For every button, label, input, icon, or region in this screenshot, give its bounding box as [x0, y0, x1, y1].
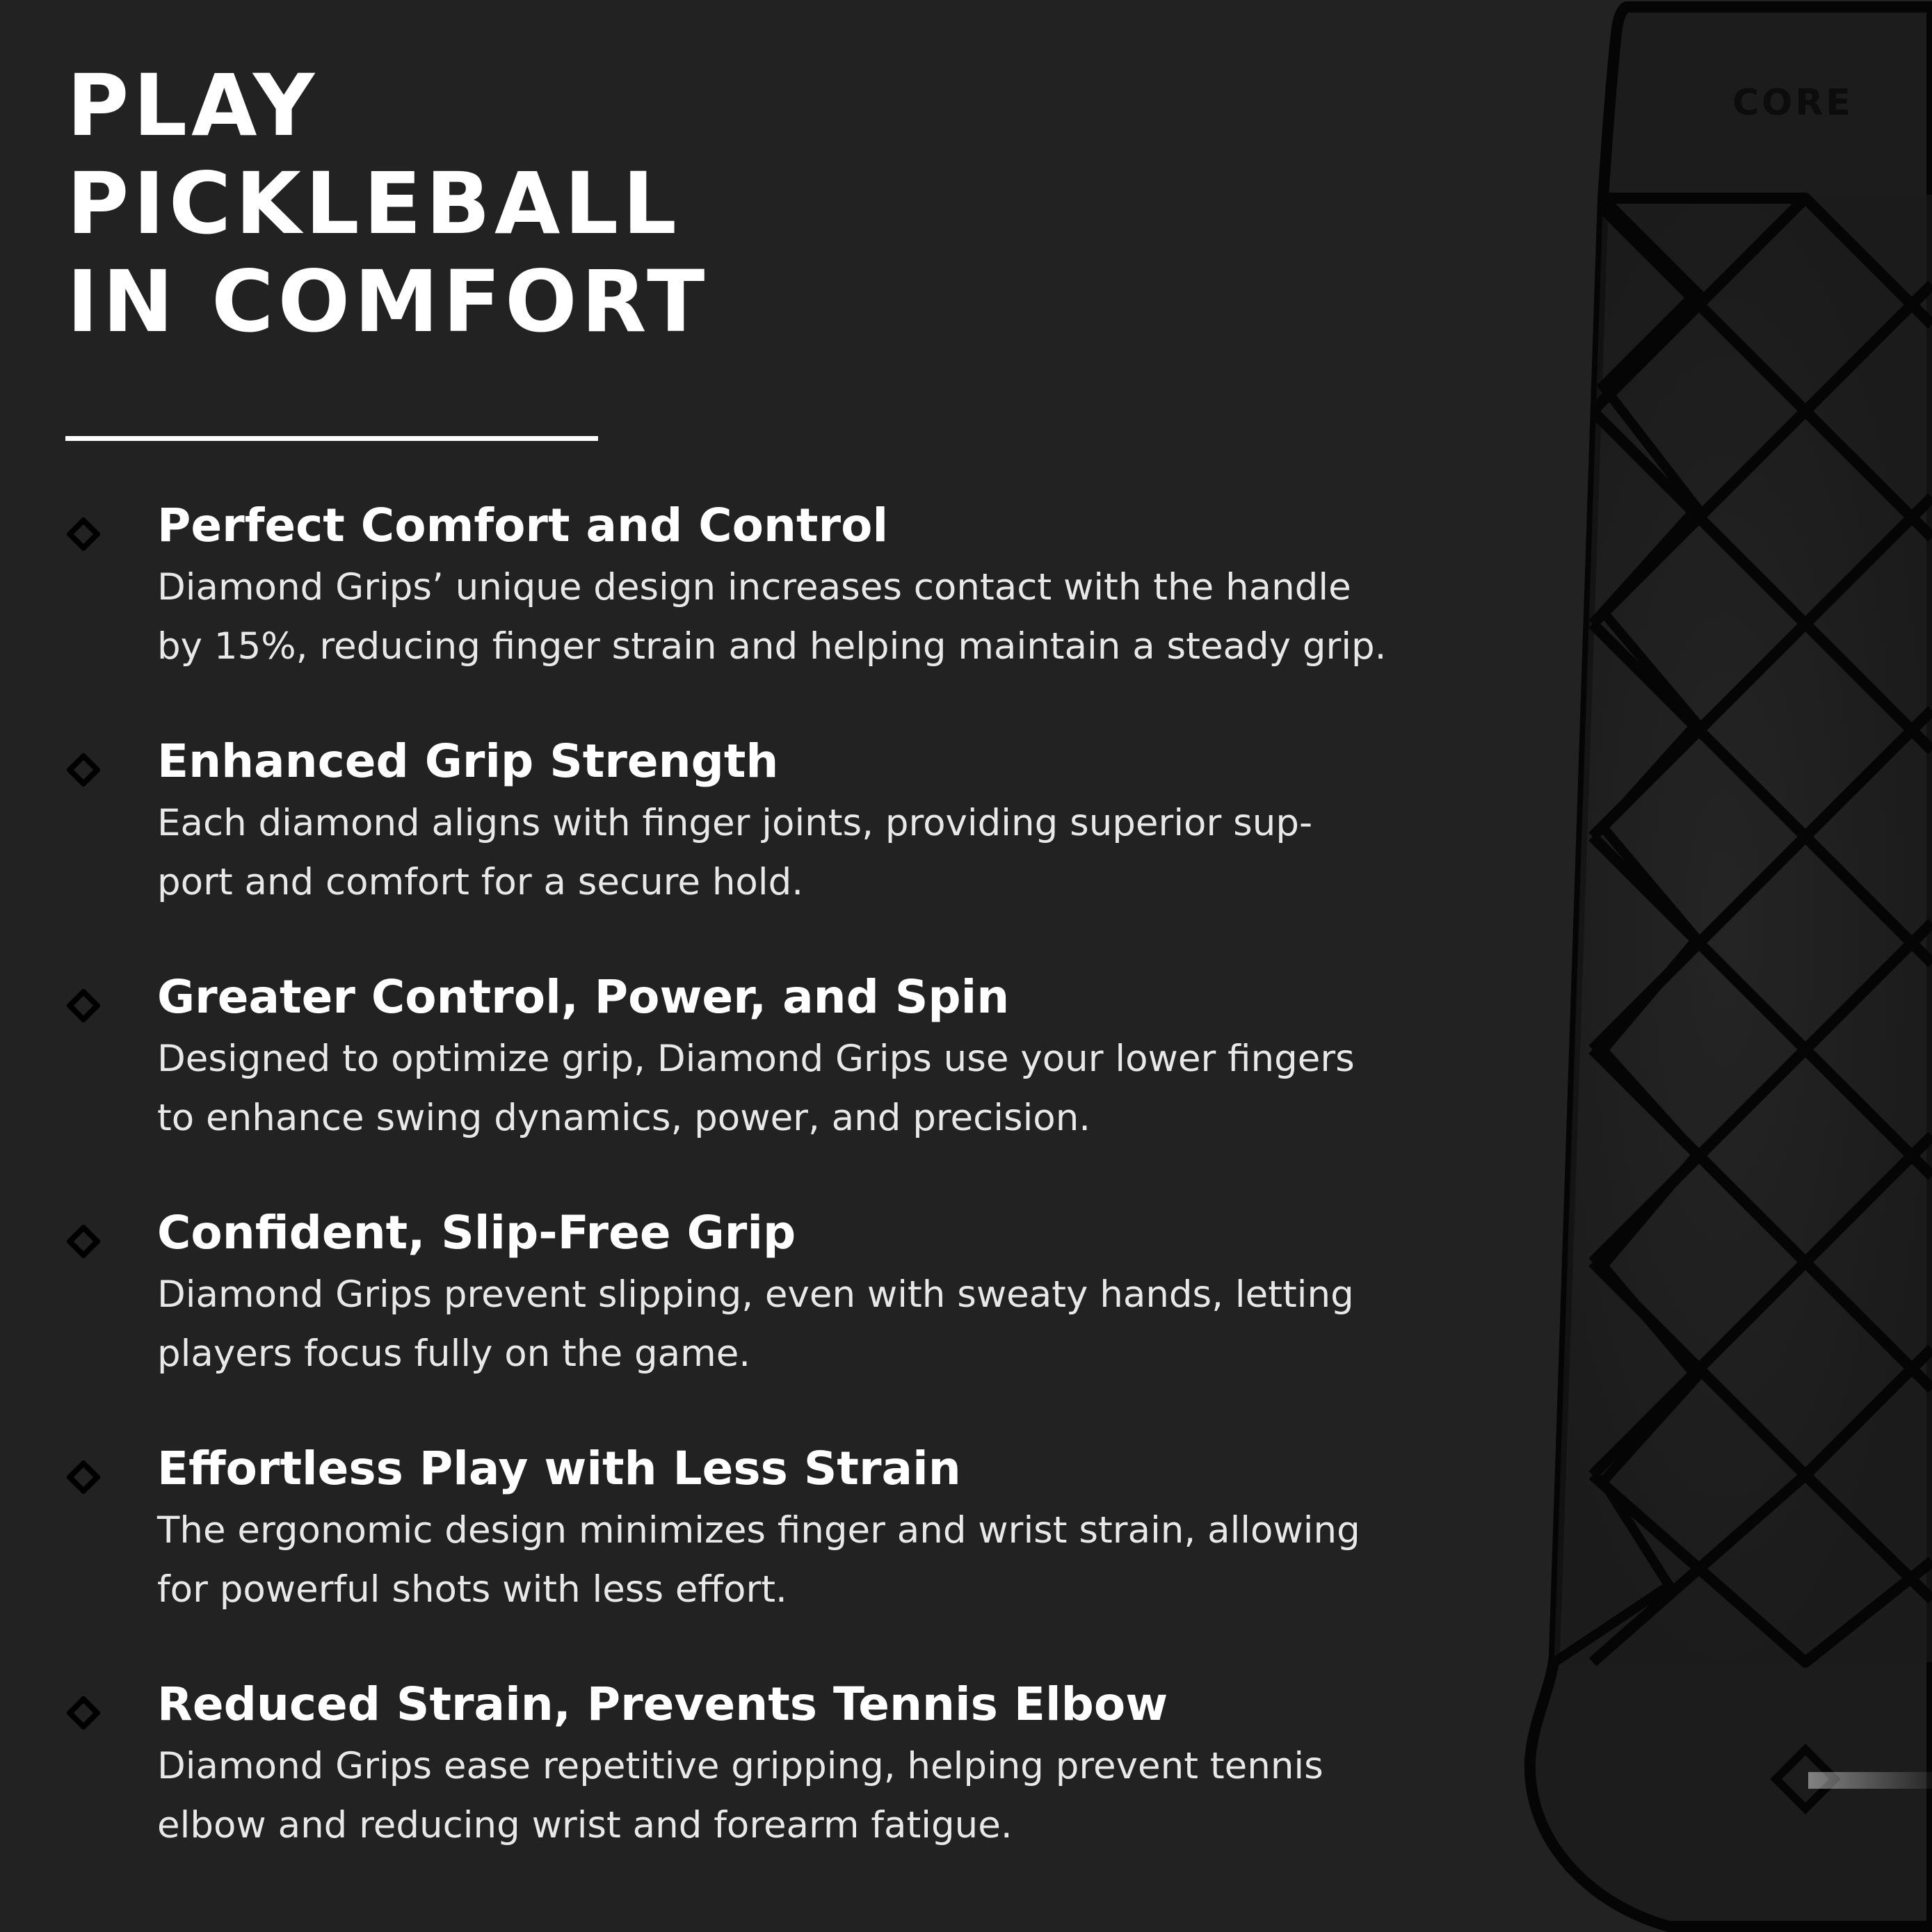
feature-description-line: Diamond Grips ease repetitive gripping, helping prevent tennis [157, 1745, 1323, 1787]
feature-description [157, 558, 1465, 676]
feature-description-line: to enhance swing dynamics, power, and precision. [157, 1097, 1091, 1139]
feature-title: Effortless Play with Less Strain [157, 1442, 961, 1495]
diamond-outline-icon [67, 1696, 100, 1730]
feature-title: Enhanced Grip Strength [157, 734, 779, 788]
feature-description [157, 794, 1465, 912]
headline-line-2: PICKLEBALL [67, 154, 681, 253]
feature-item [0, 494, 1488, 723]
headline-line-3: IN COMFORT [67, 252, 709, 351]
feature-item [0, 1437, 1488, 1666]
headline-line-1: PLAY [67, 56, 319, 155]
feature-item [0, 1673, 1488, 1902]
feature-description-line: by 15%, reducing finger strain and helping maintain a steady grip. [157, 625, 1387, 668]
feature-description-line: Each diamond aligns with finger joints, providing superior sup- [157, 802, 1313, 844]
diamond-outline-icon [67, 989, 100, 1022]
feature-item [0, 730, 1488, 959]
feature-description-line: for powerful shots with less effort. [157, 1568, 787, 1611]
feature-description-line: Designed to optimize grip, Diamond Grips use your lower fingers [157, 1038, 1355, 1080]
feature-description-line: elbow and reducing wrist and forearm fatigue. [157, 1804, 1013, 1846]
feature-item [0, 1201, 1488, 1431]
diamond-outline-icon [67, 1460, 100, 1494]
diamond-outline-icon [67, 753, 100, 787]
feature-title: Reduced Strain, Prevents Tennis Elbow [157, 1677, 1168, 1731]
feature-item [0, 965, 1488, 1195]
feature-description-line: Diamond Grips prevent slipping, even with sweaty hands, letting [157, 1273, 1354, 1316]
feature-title: Perfect Comfort and Control [157, 499, 889, 552]
feature-description [157, 1737, 1465, 1855]
grip-illustration [1516, 0, 1932, 1932]
diamond-outline-icon [67, 517, 100, 551]
feature-description-line: players focus fully on the game. [157, 1333, 751, 1375]
diamond-outline-icon [67, 1225, 100, 1258]
feature-description-line: port and comfort for a secure hold. [157, 861, 804, 903]
feature-description [157, 1501, 1465, 1619]
feature-description-line: The ergonomic design minimizes finger and wrist strain, allowing [157, 1509, 1360, 1552]
feature-description [157, 1265, 1465, 1383]
grip-brand-label: CORE [1732, 82, 1853, 124]
feature-title: Confident, Slip-Free Grip [157, 1206, 796, 1259]
feature-description [157, 1029, 1465, 1148]
feature-description-line: Diamond Grips’ unique design increases contact with the handle [157, 566, 1351, 609]
feature-title: Greater Control, Power, and Spin [157, 970, 1010, 1024]
